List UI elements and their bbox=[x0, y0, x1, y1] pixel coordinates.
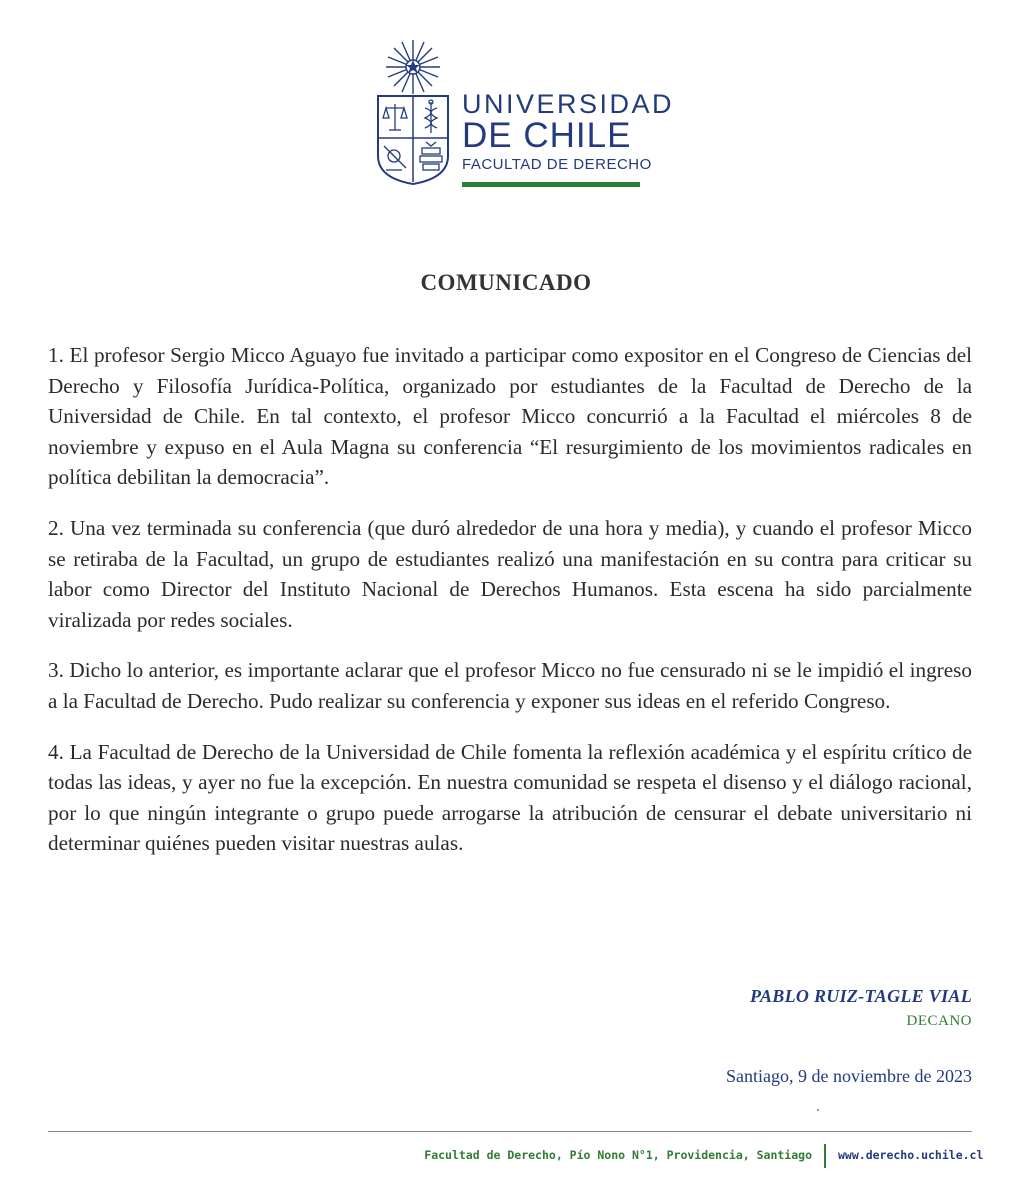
logo-wordmark bbox=[462, 90, 674, 187]
footer-separator bbox=[824, 1144, 826, 1168]
signatory-name: PABLO RUIZ-TAGLE VIAL bbox=[750, 986, 972, 1006]
logo-faculty-text: FACULTAD DE DERECHO bbox=[462, 156, 652, 173]
paragraph-2: 2. Una vez terminada su conferencia (que duró alrededor de una hora y media), y cuando el profesor Micco se retiraba de la Facultad, un grupo de estudiantes realizó una manifestación en su contra para criticar su labor como Director del Instituto Nacional de Derechos Humanos. Esta escena ha sido parcialmente viralizada por redes sociales. bbox=[48, 515, 972, 632]
paragraph-4: 4. La Facultad de Derecho de la Universidad de Chile fomenta la reflexión académica y el espíritu crítico de todas las ideas, y ayer no fue la excepción. En nuestra comunidad se respeta el disenso y el diálogo racional, por lo que ningún integrante o grupo puede arrogarse la atribución de censurar el debate universitario ni determinar quiénes pueden visitar nuestras aulas. bbox=[48, 739, 972, 856]
footer-divider-line bbox=[48, 1131, 972, 1132]
signature-block bbox=[750, 986, 972, 1030]
document-date: Santiago, 9 de noviembre de 2023 bbox=[726, 1066, 972, 1086]
footer bbox=[0, 1144, 1012, 1168]
signatory-role: DECANO bbox=[906, 1013, 972, 1029]
university-crest-icon bbox=[374, 38, 452, 186]
footer-address: Facultad de Derecho, Pío Nono N°1, Providencia, Santiago bbox=[424, 1148, 812, 1162]
university-logo bbox=[374, 38, 675, 188]
logo-green-bar bbox=[462, 182, 640, 187]
footer-website-link[interactable]: www.derecho.uchile.cl bbox=[838, 1148, 984, 1162]
document-title: COMUNICADO bbox=[420, 270, 592, 295]
paragraph-3: 3. Dicho lo anterior, es importante aclarar que el profesor Micco no fue censurado ni se le impidió el ingreso a la Facultad de Derecho. Pudo realizar su conferencia y exponer sus ideas en el referido Congreso. bbox=[48, 658, 972, 713]
stray-dot bbox=[817, 1109, 819, 1111]
logo-university-text: UNIVERSIDAD bbox=[462, 89, 675, 119]
logo-chile-text: DE CHILE bbox=[462, 116, 632, 155]
document-body bbox=[48, 340, 972, 879]
paragraph-1: 1. El profesor Sergio Micco Aguayo fue invitado a participar como expositor en el Congreso de Ciencias del Derecho y Filosofía Jurídica-Política, organizado por estudiantes de la Facultad de Derecho de la Universidad de Chile. En tal contexto, el profesor Micco concurrió a la Facultad el miércoles 8 de noviembre y expuso en el Aula Magna su conferencia “El resurgimiento de los movimientos radicales en política debilitan la democracia”. bbox=[48, 343, 972, 490]
